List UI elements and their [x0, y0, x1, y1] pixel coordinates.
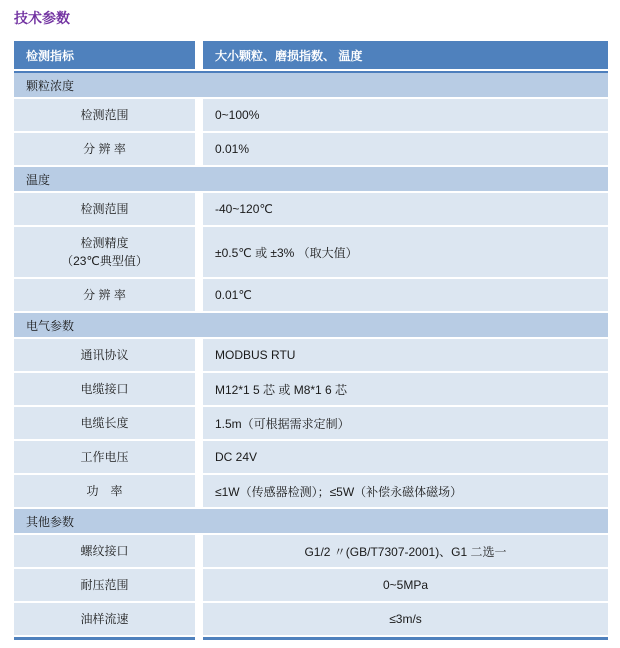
spec-value: MODBUS RTU — [203, 339, 608, 371]
spec-row — [14, 475, 608, 507]
spec-value: ≤3m/s — [203, 603, 608, 635]
section-label: 颗粒浓度 — [26, 78, 75, 93]
page-title: 技术参数 — [14, 10, 70, 26]
spec-label: 工作电压 — [14, 441, 195, 473]
spec-label: 检测范围 — [14, 193, 195, 225]
table-header-row — [14, 41, 608, 69]
spec-label: 检测范围 — [14, 99, 195, 131]
spec-label: 电缆长度 — [14, 407, 195, 439]
page — [0, 8, 620, 640]
spec-label: 螺纹接口 — [14, 535, 195, 567]
spec-row — [14, 99, 608, 131]
section-label: 其他参数 — [26, 514, 75, 529]
spec-value: ±0.5℃ 或 ±3% （取大值） — [203, 227, 608, 277]
spec-row — [14, 373, 608, 405]
spec-row — [14, 441, 608, 473]
section-row — [14, 71, 608, 97]
section-label: 温度 — [26, 172, 51, 187]
spec-label: 功 率 — [14, 475, 195, 507]
spec-value: ≤1W（传感器检测）；≤5W（补偿永磁体磁场） — [203, 475, 608, 507]
header-cell-measures: 大小颗粒、磨损指数、 温度 — [203, 41, 608, 69]
spec-row — [14, 407, 608, 439]
spec-label: 分 辨 率 — [14, 279, 195, 311]
spec-value: DC 24V — [203, 441, 608, 473]
section-row — [14, 313, 608, 337]
section-row — [14, 167, 608, 191]
spec-row — [14, 193, 608, 225]
spec-value: 0.01℃ — [203, 279, 608, 311]
spec-row — [14, 227, 608, 277]
section-row — [14, 509, 608, 533]
spec-row — [14, 279, 608, 311]
spec-row — [14, 603, 608, 635]
spec-value: 0.01% — [203, 133, 608, 165]
section-label: 电气参数 — [26, 318, 75, 333]
spec-value: G1/2 〃(GB/T7307-2001)、G1 二选一 — [203, 535, 608, 567]
spec-row — [14, 569, 608, 601]
spec-value: 0~100% — [203, 99, 608, 131]
spec-value: -40~120℃ — [203, 193, 608, 225]
spec-table-body — [14, 71, 608, 635]
spec-value: 1.5m（可根据需求定制） — [203, 407, 608, 439]
header-cell-indicator: 检测指标 — [14, 41, 195, 69]
spec-label: 电缆接口 — [14, 373, 195, 405]
spec-label: 耐压范围 — [14, 569, 195, 601]
spec-value: 0~5MPa — [203, 569, 608, 601]
spec-value: M12*1 5 芯 或 M8*1 6 芯 — [203, 373, 608, 405]
spec-label: 油样流速 — [14, 603, 195, 635]
spec-label: 检测精度 （23℃典型值） — [14, 227, 195, 277]
spec-row — [14, 339, 608, 371]
spec-label: 通讯协议 — [14, 339, 195, 371]
spec-row — [14, 133, 608, 165]
spec-row — [14, 535, 608, 567]
spec-table — [14, 41, 608, 640]
spec-label: 分 辨 率 — [14, 133, 195, 165]
